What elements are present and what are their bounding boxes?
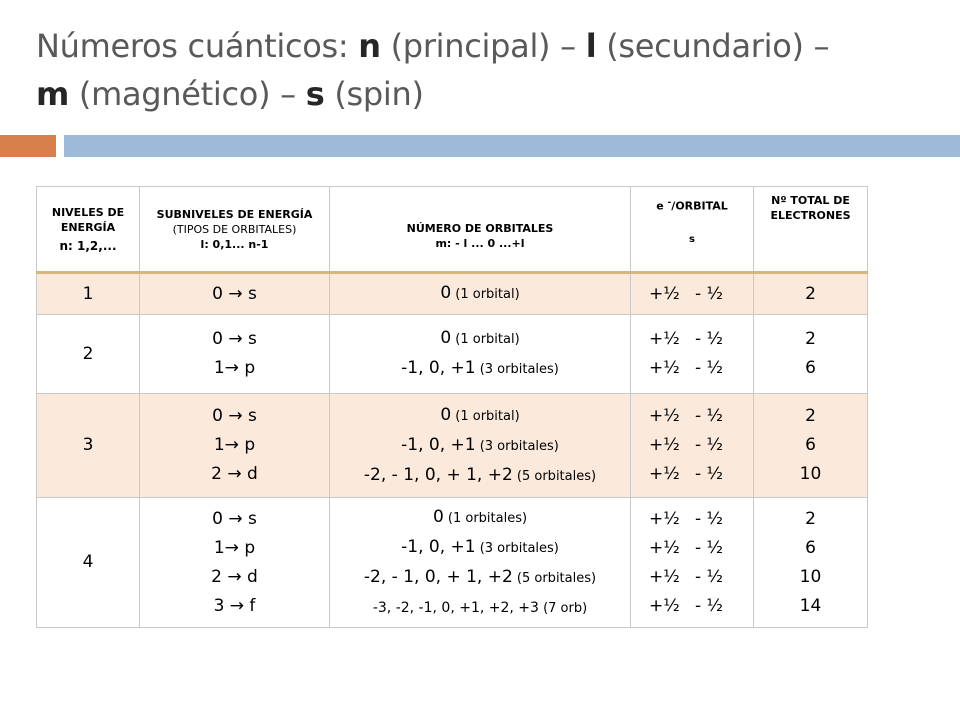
spin-line [631,431,753,460]
spin-down: - ½ [695,566,724,587]
title-l: l [585,27,597,65]
header-niveles: NIVELES DE ENERGÍA n: 1,2,... [37,187,140,273]
total-value: 6 [805,358,816,378]
spin-up: +½ [649,329,680,349]
subnivel-line: 0 → s [212,329,257,349]
cell-total [754,498,868,628]
table-body [37,273,868,628]
spin-up: +½ [649,537,680,558]
nivel-value: 2 [82,343,94,364]
orbital-values: -2, - 1, 0, + 1, +2 [363,566,513,587]
spin-up: +½ [649,406,680,426]
spin-up: +½ [649,283,680,304]
total-value: 6 [805,435,816,455]
orbital-values: 0 [440,404,452,425]
cell-total [754,394,868,498]
spin-down: - ½ [695,464,724,484]
orbital-values: -1, 0, +1 [401,358,476,378]
orbital-values: 0 [440,328,452,348]
header-spin: e -/ORBITAL s [631,187,754,273]
subnivel-line: 2 → d [211,566,258,587]
total-value: 2 [805,406,816,426]
spin-down: - ½ [695,406,724,426]
cell-orbitales [330,315,631,394]
orbital-line [330,324,630,354]
table-row [37,498,868,628]
orbital-count: (3 orbitales) [475,540,559,556]
cell-orbitales [330,273,631,315]
cell-nivel [37,315,140,394]
orbital-line [330,431,630,461]
spin-line [631,563,753,592]
orbital-line [330,503,630,533]
orbital-count: (1 orbital) [451,332,520,347]
subnivel-line: 0 → s [212,283,257,304]
title-s-desc: (spin) [324,75,424,113]
subnivel-line: 0 → s [212,406,257,426]
orbital-line [330,354,630,384]
spin-up: +½ [649,358,680,378]
title-m: m [36,75,70,113]
title-n: n [358,27,381,65]
subnivel-line: 1→ p [213,358,256,378]
spin-line [631,354,753,383]
total-value: 14 [799,595,822,616]
total-value: 2 [805,329,816,349]
spin-line [631,534,753,563]
orbital-values: -2, - 1, 0, + 1, +2 [363,464,513,485]
spin-down: - ½ [695,329,724,349]
spin-up: +½ [649,595,680,616]
spin-line [631,460,753,489]
total-value: 2 [805,508,816,529]
accent-bar [0,135,56,157]
header-subniveles: SUBNIVELES DE ENERGÍA (TIPOS DE ORBITALES) l: 0,1... n-1 [140,187,330,273]
title-m-desc: (magnético) – [69,75,306,113]
cell-spin [631,315,754,394]
orbital-values: -1, 0, +1 [401,434,476,455]
quantum-numbers-table [36,186,868,628]
total-value: 6 [805,537,816,558]
orbital-count: (7 orb) [538,600,588,616]
orbital-line [330,461,630,491]
orbital-line [330,563,630,593]
table-row [37,315,868,394]
spin-line [631,505,753,534]
orbital-count: (1 orbitales) [443,510,528,526]
spin-down: - ½ [695,283,724,304]
orbital-line [330,533,630,563]
spin-down: - ½ [695,358,724,378]
cell-nivel [37,498,140,628]
cell-total [754,315,868,394]
title-s: s [305,75,325,113]
cell-subniveles [140,498,330,628]
spin-line [631,592,753,621]
title-n-desc: (principal) – [380,27,586,65]
spin-down: - ½ [695,435,724,455]
header-total: Nº TOTAL DE ELECTRONES [754,187,868,273]
total-value: 10 [799,464,822,484]
slide-title [36,22,936,118]
table-row [37,394,868,498]
spin-down: - ½ [695,537,724,558]
nivel-value: 3 [82,435,94,455]
total-value: 2 [805,283,816,304]
spin-down: - ½ [695,508,724,529]
spin-up: +½ [649,464,680,484]
spin-up: +½ [649,435,680,455]
cell-subniveles [140,394,330,498]
cell-spin [631,498,754,628]
title-l-desc: (secundario) – [596,27,830,65]
cell-nivel [37,394,140,498]
cell-total [754,273,868,315]
table-row [37,273,868,315]
nivel-value: 4 [82,552,94,572]
subnivel-line: 1→ p [213,435,256,455]
spin-up: +½ [649,566,680,587]
header-orbitales: NÚMERO DE ORBITALES m: - l ... 0 ...+l [330,187,631,273]
cell-subniveles [140,273,330,315]
orbital-line [330,593,630,623]
orbital-values: -3, -2, -1, 0, +1, +2, +3 [372,599,539,616]
subnivel-line: 0 → s [212,508,257,529]
subnivel-line: 2 → d [211,464,258,484]
title-underline-bar [64,135,960,157]
orbital-values: 0 [432,506,444,527]
orbital-count: (5 orbitales) [512,468,597,484]
spin-down: - ½ [695,595,724,616]
cell-orbitales [330,498,631,628]
cell-subniveles [140,315,330,394]
spin-line [631,402,753,431]
orbital-count: (3 orbitales) [475,438,559,454]
orbital-line [330,401,630,431]
orbital-count: (1 orbital) [451,287,520,302]
orbital-line [330,279,630,309]
spin-up: +½ [649,508,680,529]
subnivel-line: 1→ p [213,537,256,558]
title-prefix: Números cuánticos: [36,27,359,65]
cell-nivel [37,273,140,315]
cell-orbitales [330,394,631,498]
orbital-values: -1, 0, +1 [401,536,476,557]
cell-spin [631,394,754,498]
orbital-count: (5 orbitales) [512,570,597,586]
spin-line [631,325,753,354]
orbital-count: (3 orbitales) [475,362,559,377]
subnivel-line: 3 → f [213,595,256,616]
orbital-values: 0 [440,283,452,303]
total-value: 10 [799,566,822,587]
orbital-count: (1 orbital) [451,408,520,424]
table-header-row [37,187,868,273]
spin-line [631,280,753,309]
nivel-value: 1 [82,283,94,304]
cell-spin [631,273,754,315]
